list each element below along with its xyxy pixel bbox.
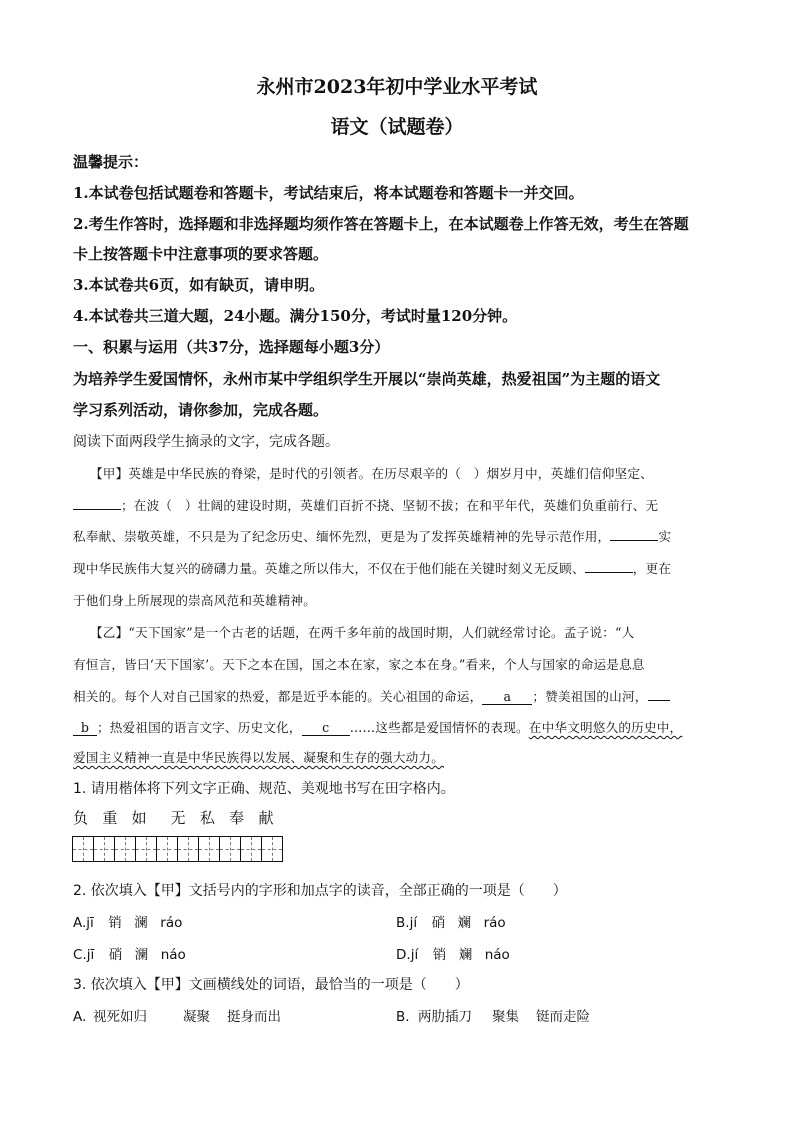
option-part: 铤而走险 [536, 1009, 590, 1025]
option-part: 挺身而出 [227, 1009, 281, 1025]
q3-option-b[interactable] [396, 1005, 590, 1025]
tip-4: 4.本试卷共三道大题，24小题。满分150分，考试时量120分钟。 [73, 307, 518, 325]
tianzige-cell[interactable] [240, 836, 262, 862]
tianzige-cell[interactable] [156, 836, 178, 862]
tips-heading: 温馨提示： [73, 153, 149, 171]
option-part: 澜 [134, 947, 149, 963]
option-part: jí [409, 915, 418, 931]
tianzige-cell[interactable] [219, 836, 241, 862]
tianzige-cell[interactable] [135, 836, 157, 862]
section-1-instruction: 阅读下面两段学生摘录的文字，完成各题。 [73, 434, 339, 450]
passage-yi-line-4-text: ；热爱祖国的语言文字、历史文化， [97, 720, 302, 735]
option-part: 两肋插刀 [418, 1009, 472, 1025]
question-2-stem: 2. 依次填入【甲】文括号内的字形和加点字的读音，全部正确的一项是（ ） [73, 883, 567, 899]
q1-char: 无 [170, 809, 186, 827]
exam-title: 永州市2023年初中学业水平考试 [256, 76, 538, 98]
option-part: jī [86, 947, 95, 963]
option-label: B. [396, 915, 410, 931]
passage-jia-line-2-text: ；在波（ ）壮阔的建设时期，英雄们百折不挠、坚韧不拔；在和平年代，英雄们负重前行、无 [121, 498, 659, 513]
tianzige-grid[interactable] [73, 836, 283, 862]
option-label: D. [396, 947, 411, 963]
passage-jia-line-4-end: ，更在 [632, 561, 672, 576]
passage-jia-line-4-text: 现中华民族伟大复兴的磅礴力量。英雄之所以伟大，不仅在于他们能在关键时刻义无反顾、 [73, 561, 585, 576]
passage-yi-line-3-mid: ；赞美祖国的山河， [532, 689, 648, 704]
passage-jia-line-4 [73, 558, 671, 577]
option-part: 销 [432, 947, 447, 963]
option-part: 硝 [431, 915, 446, 931]
option-part: jí [410, 947, 419, 963]
wavy-underlined-sentence-end: 爱国主义精神一直是中华民族得以发展、凝聚和生存的强大动力。 [73, 750, 445, 765]
option-part: ráo [483, 915, 506, 931]
blank-a-label: a [482, 689, 532, 705]
exam-subtitle: 语文（试题卷） [330, 116, 464, 138]
section-1-intro-line-1: 为培养学生爱国情怀，永州市某中学组织学生开展以“崇尚英雄，热爱祖国”为主题的语文 [73, 370, 661, 388]
wavy-underlined-sentence: 在中华文明悠久的历史中， [528, 720, 683, 735]
passage-jia-line-1: 【甲】英雄是中华民族的脊梁，是时代的引领者。在历尽艰辛的（ ）烟岁月中，英雄们信仰坚定、 [90, 466, 653, 481]
option-part: 凝聚 [183, 1009, 210, 1025]
option-part: 聚集 [492, 1009, 519, 1025]
passage-jia-line-2 [73, 495, 658, 514]
question-1-stem: 1. 请用楷体将下列文字正确、规范、美观地书写在田字格内。 [73, 781, 455, 797]
tianzige-cell[interactable] [114, 836, 136, 862]
option-part: náo [484, 947, 510, 963]
option-part: 视死如归 [93, 1009, 147, 1025]
tianzige-cell[interactable] [261, 836, 283, 862]
fill-blank [610, 526, 658, 541]
option-part: ráo [160, 915, 183, 931]
q1-char: 负 [73, 809, 89, 827]
section-1-intro-line-2: 学习系列活动，请你参加，完成各题。 [73, 401, 329, 419]
blank-c-label: c [302, 720, 350, 736]
passage-yi-line-4-mid: ……这些都是爱国情怀的表现。 [349, 720, 529, 735]
option-part: 硝 [108, 947, 123, 963]
q2-option-b[interactable] [396, 911, 506, 931]
tip-1: 1.本试卷包括试题卷和答题卡，考试结束后，将本试题卷和答题卡一并交回。 [73, 184, 584, 202]
passage-yi-line-3-text: 相关的。每个人对自己国家的热爱，都是近乎本能的。关心祖国的命运， [73, 689, 483, 704]
option-label: A. [73, 1009, 87, 1025]
option-part: 斓 [457, 915, 472, 931]
passage-yi-line-5 [73, 747, 444, 766]
option-part: náo [160, 947, 186, 963]
q1-char: 重 [102, 809, 118, 827]
tianzige-cell[interactable] [177, 836, 199, 862]
option-label: A. [73, 915, 87, 931]
fill-blank [648, 686, 670, 701]
fill-blank [73, 495, 121, 510]
question-1-characters [73, 807, 274, 828]
passage-yi-line-2: 有恒言，皆曰‘天下国家’。天下之本在国，国之本在家，家之本在身。”看来，个人与国家的命运是息息 [73, 657, 645, 672]
tianzige-cell[interactable] [198, 836, 220, 862]
q2-option-c[interactable] [73, 943, 186, 963]
tianzige-cell[interactable] [93, 836, 115, 862]
passage-jia-line-3-text: 私奉献、崇敬英雄，不只是为了纪念历史、缅怀先烈，更是为了发挥英雄精神的先导示范作用， [73, 529, 611, 544]
q2-option-a[interactable] [73, 911, 182, 931]
tip-2-line-2: 卡上按答题卡中注意事项的要求答题。 [73, 245, 329, 263]
q1-char: 献 [258, 809, 274, 827]
option-label: B. [396, 1009, 410, 1025]
passage-jia-line-3-end: 实 [658, 529, 672, 544]
tip-3: 3.本试卷共6页，如有缺页，请申明。 [73, 276, 325, 294]
passage-yi-line-3 [73, 686, 670, 705]
question-3-stem: 3. 依次填入【甲】文画横线处的词语，最恰当的一项是（ ） [73, 977, 469, 993]
passage-jia-line-5: 于他们身上所展现的崇高风范和英雄精神。 [73, 593, 317, 608]
q1-char: 如 [131, 809, 147, 827]
option-part: jī [86, 915, 94, 931]
option-part: 斓 [458, 947, 473, 963]
q1-char: 奉 [229, 809, 245, 827]
section-1-heading: 一、积累与运用（共37分，选择题每小题3分） [73, 338, 390, 356]
blank-b-label: b [73, 720, 97, 736]
q2-option-d[interactable] [396, 943, 510, 963]
passage-yi-line-1: 【乙】“天下国家”是一个古老的话题，在两千多年前的战国时期，人们就经常讨论。孟子说：“人 [90, 625, 635, 640]
option-part: 澜 [134, 915, 148, 931]
fill-blank [585, 558, 633, 573]
passage-yi-line-4 [73, 717, 682, 736]
option-label: C. [73, 947, 87, 963]
passage-jia-line-3 [73, 526, 671, 545]
q3-option-a[interactable] [73, 1005, 281, 1025]
option-part: 销 [108, 915, 122, 931]
q1-char: 私 [199, 809, 215, 827]
tianzige-cell[interactable] [72, 836, 94, 862]
tip-2-line-1: 2.考生作答时，选择题和非选择题均须作答在答题卡上，在本试题卷上作答无效，考生在答题 [73, 215, 689, 233]
